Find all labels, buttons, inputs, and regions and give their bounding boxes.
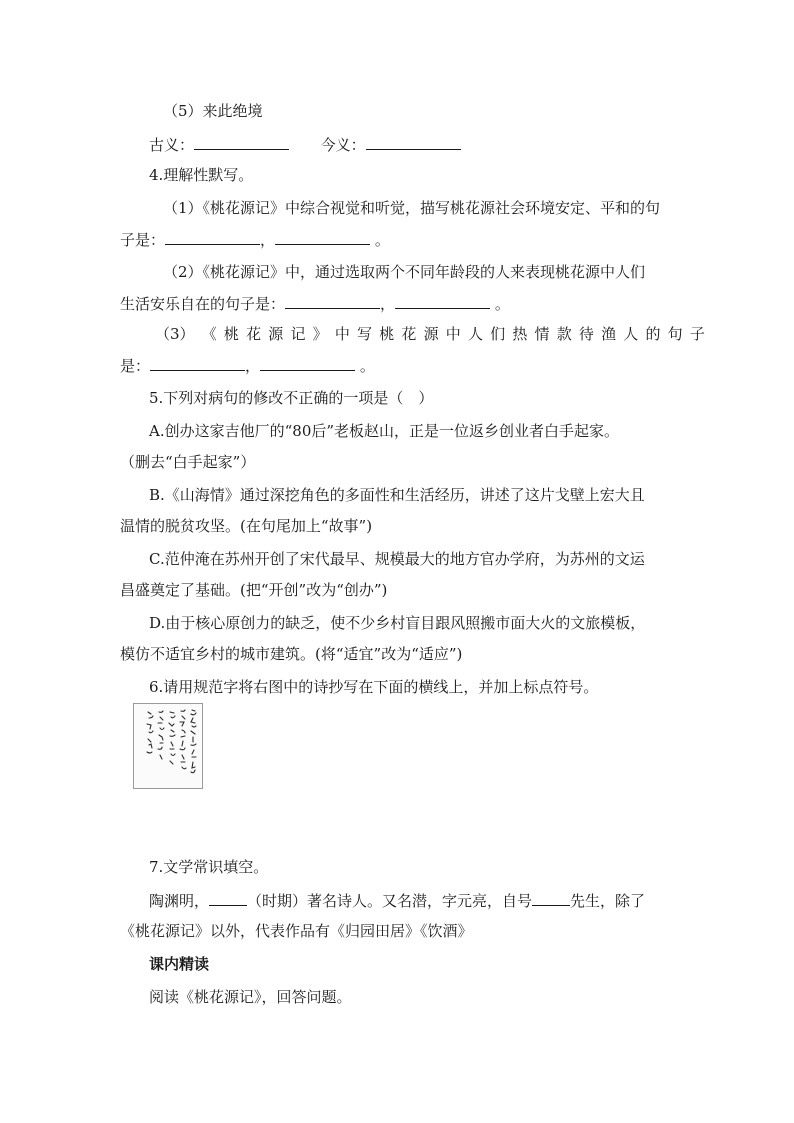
q4-item2-line2 <box>120 292 510 315</box>
q4-item3-blank-2[interactable] <box>260 354 355 371</box>
q4-item3-char: 记 <box>290 325 306 343</box>
period: 。 <box>374 231 390 249</box>
q7-title: 7.文学常识填空。 <box>149 858 269 876</box>
q4-item3-char: 渔 <box>601 325 617 343</box>
calligraphy-poem-image <box>133 703 203 789</box>
q4-item3-char: 源 <box>268 325 284 343</box>
q5-option-a-line1: A.创办这家吉他厂的“80后”老板赵山，正是一位返乡创业者白手起家。 <box>149 422 620 440</box>
q4-item3-char: 子 <box>689 325 705 343</box>
q4-item3-blank-1[interactable] <box>150 354 245 371</box>
q4-item3-char: 花 <box>401 325 417 343</box>
ancient-meaning-blank[interactable] <box>194 133 289 150</box>
ancient-meaning-label: 古义： <box>149 136 195 154</box>
q4-item2-blank-1[interactable] <box>285 292 380 309</box>
q5-option-c-line1: C.范仲淹在苏州开创了宋代最早、规模最大的地方官办学府，为苏州的文运 <box>149 550 645 568</box>
modern-meaning-blank[interactable] <box>366 133 461 150</box>
q7-line1 <box>149 889 645 912</box>
modern-meaning-label: 今义： <box>320 136 366 154</box>
q4-item3-prefix: 是： <box>120 357 151 375</box>
q4-item3-char: 情 <box>534 325 550 343</box>
comma: ， <box>380 295 396 313</box>
q4-item3-char: 的 <box>645 325 661 343</box>
q4-item3-char: 桃 <box>223 325 239 343</box>
section-heading: 课内精读 <box>149 955 210 973</box>
q4-item3-char: 桃 <box>379 325 395 343</box>
q7-line1-middle: （时期）著名诗人。又名潜，字元亮，自号 <box>247 892 533 910</box>
comma: ， <box>245 357 261 375</box>
q4-item3-char: 们 <box>490 325 506 343</box>
q7-period-blank[interactable] <box>209 889 247 906</box>
q5-option-d-line1: D.由于核心原创力的缺乏，使不少乡村盲目跟风照搬市面大火的文旅模板， <box>149 614 646 632</box>
q4-title: 4.理解性默写。 <box>149 166 254 184</box>
q4-item3-char: 句 <box>667 325 683 343</box>
period: 。 <box>359 357 375 375</box>
q5-option-c-line2: 昌盛奠定了基础。(把“开创”改为“创办”) <box>120 581 388 599</box>
q4-item1-line2 <box>120 228 390 251</box>
q4-item3-char: 源 <box>423 325 439 343</box>
q4-item3-char: 花 <box>246 325 262 343</box>
q7-line2: 《桃花源记》以外，代表作品有《归园田居》《饮酒》 <box>120 922 473 940</box>
q4-item3-char: 中 <box>334 325 350 343</box>
q4-item3-char: 人 <box>467 325 483 343</box>
q6-title: 6.请用规范字将右图中的诗抄写在下面的横线上，并加上标点符号。 <box>149 678 599 696</box>
q4-item3-char: 人 <box>623 325 639 343</box>
q4-item3-char: 写 <box>357 325 373 343</box>
q4-item2-blank-2[interactable] <box>395 292 490 309</box>
q4-item3-char: 待 <box>578 325 594 343</box>
q4-item1-prefix: 子是： <box>120 231 166 249</box>
q4-item2-prefix: 生活安乐自在的句子是： <box>120 295 286 313</box>
q4-item3-char: 热 <box>512 325 528 343</box>
period: 。 <box>494 295 510 313</box>
section-instruction: 阅读《桃花源记》，回答问题。 <box>149 988 352 1006</box>
q7-line1-end: 先生，除了 <box>570 892 646 910</box>
q4-item1-blank-1[interactable] <box>165 228 260 245</box>
q4-item3-char: 《 <box>201 325 217 343</box>
q5-option-a-line2: （删去“白手起家”） <box>120 453 256 471</box>
calligraphy-strokes <box>134 704 202 788</box>
q4-item3-char: 中 <box>445 325 461 343</box>
q7-line1-start: 陶渊明， <box>149 892 210 910</box>
q4-item1-line1: （1）《桃花源记》中综合视觉和听觉，描写桃花源社会环境安定、平和的句 <box>163 199 661 217</box>
q3-item5-answer-row <box>149 133 461 156</box>
q4-item1-blank-2[interactable] <box>275 228 370 245</box>
q5-title: 5.下列对病句的修改不正确的一项是（ ） <box>149 389 434 407</box>
q4-item3-line2 <box>120 354 375 377</box>
q4-item2-line1: （2）《桃花源记》中，通过选取两个不同年龄段的人来表现桃花源中人们 <box>163 263 646 281</box>
q4-item3-char: （3） <box>155 325 195 343</box>
q5-option-d-line2: 模仿不适宜乡村的城市建筑。(将“适宜”改为“适应”) <box>120 645 463 663</box>
q7-pen-name-blank[interactable] <box>532 889 570 906</box>
q4-item3-line1 <box>155 323 705 345</box>
q5-option-b-line2: 温情的脱贫攻坚。(在句尾加上“故事”) <box>120 517 373 535</box>
comma: ， <box>260 231 276 249</box>
q3-item5-title: （5）来此绝境 <box>163 102 263 120</box>
q5-option-b-line1: B.《山海情》通过深挖角色的多面性和生活经历，讲述了这片戈壁上宏大且 <box>149 486 645 504</box>
q4-item3-char: 款 <box>556 325 572 343</box>
q4-item3-char: 》 <box>312 325 328 343</box>
